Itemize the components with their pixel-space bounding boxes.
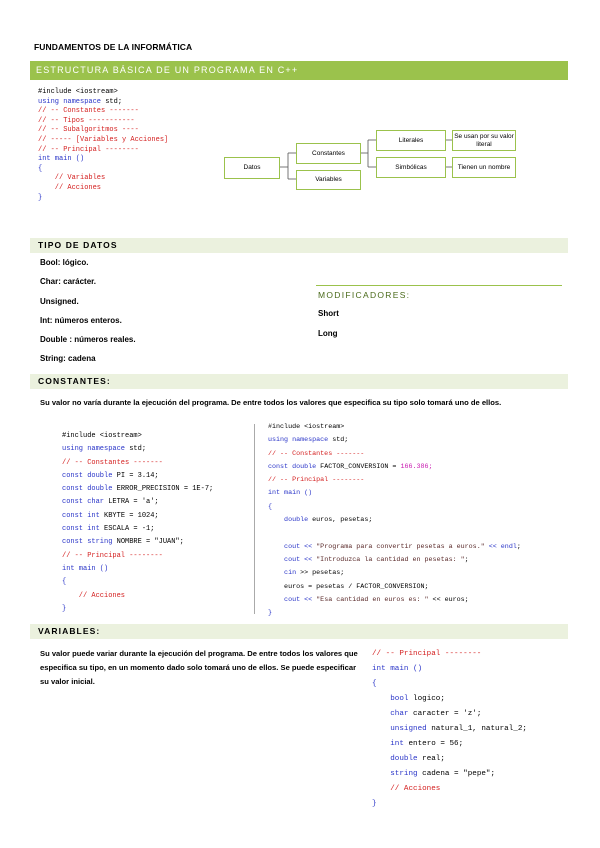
code-keyword: bool: [372, 695, 409, 703]
section-heading: VARIABLES:: [38, 626, 101, 636]
code-keyword: const int: [62, 525, 100, 534]
code-line: ERROR_PRECISION = 1E-7;: [112, 485, 214, 494]
code-line: #include <iostream>: [62, 432, 142, 440]
code-comment: // -- Principal --------: [38, 145, 139, 154]
modificadores-heading: MODIFICADORES:: [318, 290, 411, 300]
code-divider: [254, 424, 255, 614]
code-line: real;: [417, 755, 445, 763]
type-int: Int: números enteros.: [40, 316, 122, 325]
code-line: }: [372, 800, 377, 808]
code-line: ESCALA = -1;: [99, 525, 155, 534]
diagram-box-constantes: Constantes: [296, 143, 361, 164]
banner-title: ESTRUCTURA BÁSICA DE UN PROGRAMA EN C++: [36, 65, 299, 75]
code-string: "Programa para convertir pesetas a euros.": [316, 542, 485, 551]
code-line: }: [38, 193, 43, 202]
constantes-paragraph: Su valor no varía durante la ejecución del programa. De entre todos los valores que especifica su tipo solo tomará uno de ellos.: [40, 398, 502, 407]
modifier-long: Long: [318, 329, 338, 338]
section-heading: TIPO DE DATOS: [38, 240, 118, 250]
code-keyword: cout <<: [268, 555, 317, 564]
code-keyword: const char: [62, 498, 105, 507]
code-keyword: cout <<: [268, 595, 317, 604]
code-line: }: [268, 609, 273, 618]
code-keyword: int: [372, 740, 404, 748]
code-line: PI = 3.14;: [112, 471, 159, 480]
code-keyword: const double: [268, 462, 317, 471]
code-keyword: char: [372, 710, 409, 718]
code-number: 166.386;: [400, 462, 433, 471]
code-line: #include <iostream>: [268, 423, 345, 431]
code-keyword: endl: [500, 542, 517, 551]
code-keyword: unsigned: [372, 725, 427, 733]
code-line: std;: [125, 445, 147, 454]
code-comment: // ----- [Variables y Acciones]: [38, 135, 169, 144]
code-line: std;: [101, 97, 123, 106]
code-line: caracter = 'z';: [408, 710, 482, 718]
section-constantes: [30, 374, 568, 389]
code-line: {: [62, 578, 67, 587]
code-line: FACTOR_CONVERSION =: [316, 462, 401, 471]
code-keyword: int main (): [62, 564, 109, 573]
code-keyword: const int: [62, 511, 100, 520]
code-line: }: [62, 604, 67, 613]
code-comment: // -- Principal --------: [268, 476, 365, 485]
diagram-box-datos: Datos: [224, 157, 280, 179]
code-keyword: cout <<: [268, 542, 317, 551]
code-string: "Esa cantidad en euros es: ": [316, 595, 429, 604]
code-line: NOMBRE = "JUAN";: [112, 538, 184, 547]
code-keyword: double: [268, 516, 309, 525]
code-comment: // Acciones: [38, 183, 102, 192]
code-line: {: [38, 164, 43, 173]
code-line: >> pesetas;: [296, 569, 345, 578]
code-comment: // -- Principal --------: [372, 650, 482, 658]
code-line: entero = 56;: [403, 740, 464, 748]
code-line: LETRA = 'a';: [104, 498, 159, 507]
code-line: std;: [328, 436, 349, 445]
code-line: cadena = "pepe";: [417, 770, 496, 778]
code-line: natural_1, natural_2;: [426, 725, 527, 733]
constantes-code-right: #include <iostream> using namespace std; // -- Constantes ------- const double FACTOR_CONVERSION = 166.386; // -- Principal -------- int main () { double euros, pesetas; cout << "Programa para convertir pesetas a euros." << endl; cout << "Introduzca la cantidad en pesetas: "; cin >> pesetas; euros = pesetas / FACTOR_CONVERSION; cout << "Esa cantidad en euros es: " << euros; }: [268, 423, 521, 618]
code-keyword: const double: [62, 485, 113, 494]
code-line: logico;: [408, 695, 445, 703]
section-heading: CONSTANTES:: [38, 376, 111, 386]
code-line: KBYTE = 1024;: [99, 511, 159, 520]
code-keyword: <<: [484, 542, 501, 551]
section-tipo-datos: [30, 238, 568, 253]
code-keyword: int main (): [372, 665, 423, 673]
code-keyword: string: [372, 770, 418, 778]
code-keyword: int main (): [38, 155, 85, 164]
code-comment: // -- Principal --------: [62, 551, 163, 560]
type-string: String: cadena: [40, 354, 96, 363]
type-bool: Bool: lógico.: [40, 258, 89, 267]
code-comment: // -- Constantes -------: [62, 458, 163, 467]
variables-code: [372, 647, 527, 812]
diagram-box-simbolicas: Simbólicas: [376, 157, 446, 178]
document-title: FUNDAMENTOS DE LA INFORMÁTICA: [34, 42, 193, 52]
code-line: {: [372, 680, 377, 688]
code-comment: // Variables: [38, 174, 106, 183]
diagram-box-simbolica-desc: Tienen un nombre: [452, 157, 516, 178]
diagram-box-variables: Variables: [296, 170, 361, 190]
code-line: #include <iostream>: [38, 88, 118, 96]
code-line: {: [268, 502, 273, 511]
code-line: euros, pesetas;: [308, 516, 373, 525]
section-variables: [30, 624, 568, 639]
type-unsigned: Unsigned.: [40, 297, 79, 306]
code-keyword: cin: [268, 569, 297, 578]
code-comment: // Acciones: [372, 785, 441, 793]
diagram-box-literal-desc: Se usan por su valor literal: [452, 130, 516, 151]
code-line: << euros;: [428, 595, 469, 604]
code-comment: // -- Constantes -------: [38, 107, 139, 116]
type-double: Double : números reales.: [40, 335, 136, 344]
code-comment: // -- Tipos -----------: [38, 116, 135, 125]
code-line: euros = pesetas / FACTOR_CONVERSION;: [268, 582, 429, 591]
code-keyword: double: [372, 755, 418, 763]
type-char: Char: carácter.: [40, 277, 97, 286]
modifier-short: Short: [318, 309, 339, 318]
modificadores-divider: [316, 285, 562, 286]
code-comment: // -- Constantes -------: [268, 449, 365, 458]
constantes-code-left: [62, 430, 213, 616]
code-keyword: using namespace: [38, 97, 102, 106]
diagram-box-literales: Literales: [376, 130, 446, 151]
code-comment: // Acciones: [62, 591, 126, 600]
main-banner: [30, 61, 568, 80]
code-keyword: int main (): [268, 489, 313, 498]
variables-paragraph: Su valor puede variar durante la ejecución del programa. De entre todos los valores que especifica su tipo, en un momento dado solo tomará uno de ellos. Se puede especificar su valor inicial.: [40, 649, 358, 686]
code-comment: // -- Subalgoritmos ----: [38, 126, 139, 135]
code-keyword: const double: [62, 471, 113, 480]
code-keyword: using namespace: [62, 445, 126, 454]
code-keyword: using namespace: [268, 436, 329, 445]
code-keyword: const string: [62, 538, 113, 547]
code-string: "Introduzca la cantidad en pesetas: ": [316, 555, 465, 564]
structure-code: [38, 88, 168, 203]
